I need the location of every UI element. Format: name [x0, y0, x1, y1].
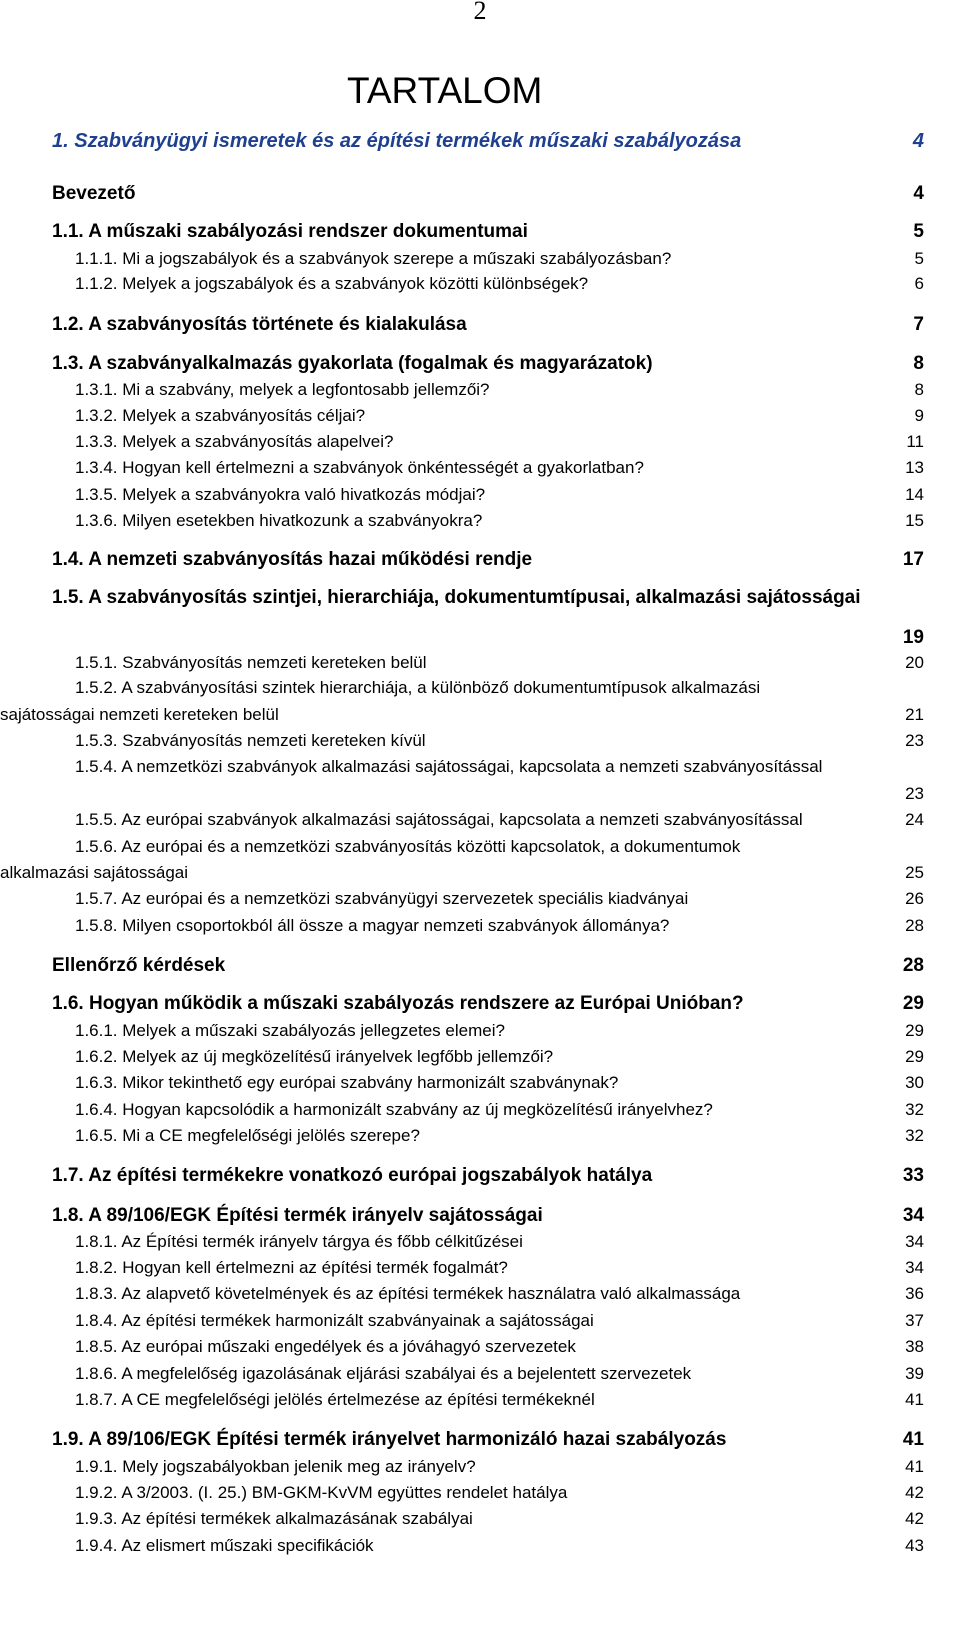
toc-entry-page: 34	[905, 1232, 924, 1251]
toc-entry-title: 1.6.4. Hogyan kapcsolódik a harmonizált szabvány az új megközelítésű irányelvhez?	[75, 1100, 713, 1119]
toc-entry-page: 29	[905, 1021, 924, 1040]
toc-entry-page: 28	[902, 955, 924, 976]
toc-entry-title: 1.6.2. Melyek az új megközelítésű irányelvek legfőbb jellemzői?	[75, 1047, 554, 1066]
toc-entry-title: 1.8.4. Az építési termékek harmonizált szabványainak a sajátosságai	[75, 1311, 594, 1330]
toc-entry-page: 23	[905, 784, 924, 803]
toc-entry-page: 14	[905, 485, 924, 504]
toc-entry-title: 1.8. A 89/106/EGK Építési termék irányelv sajátosságai	[52, 1205, 543, 1226]
toc-entry-page: 23	[905, 731, 924, 750]
toc-entry-title: Ellenőrző kérdések	[52, 955, 226, 976]
toc-entry-title: 1.8.2. Hogyan kell értelmezni az építési termék fogalmát?	[75, 1258, 508, 1277]
toc-entry-title: 1.8.5. Az európai műszaki engedélyek és a jóváhagyó szervezetek	[75, 1337, 576, 1356]
toc-entry-page: 34	[902, 1205, 924, 1226]
toc-entry-title: Bevezető	[52, 183, 136, 204]
toc-entry-page: 32	[905, 1100, 924, 1119]
toc-entry-page: 42	[905, 1483, 924, 1502]
toc-title: TARTALOM	[347, 70, 543, 111]
toc-entry-title: 1.5.6. Az európai és a nemzetközi szabványosítás közötti kapcsolatok, a dokumentumok	[75, 837, 741, 856]
toc-entry-title: 1.3.6. Milyen esetekben hivatkozunk a szabványokra?	[75, 511, 483, 530]
toc-entry-title: 1.3. A szabványalkalmazás gyakorlata (fogalmak és magyarázatok)	[52, 353, 653, 374]
toc-entry-page: 38	[905, 1337, 924, 1356]
toc-entry-title: 1.6.5. Mi a CE megfelelőségi jelölés szerepe?	[75, 1126, 420, 1145]
toc-entry-title: 1.9.2. A 3/2003. (I. 25.) BM-GKM-KvVM együttes rendelet hatálya	[75, 1483, 568, 1502]
toc-entry-page: 8	[914, 380, 924, 399]
toc-entry-title: 1.5.1. Szabványosítás nemzeti kereteken belül	[75, 653, 427, 672]
toc-entry-title: 1.3.2. Melyek a szabványosítás céljai?	[75, 406, 366, 425]
toc-entry-title: 1.2. A szabványosítás története és kialakulása	[52, 314, 467, 335]
toc-entry-page: 21	[905, 705, 924, 724]
toc-entry-page: 8	[913, 353, 924, 374]
toc-entry-page: 29	[902, 993, 924, 1014]
toc-entry-page: 41	[905, 1390, 924, 1409]
toc-entry-title: 1.1. A műszaki szabályozási rendszer dokumentumai	[52, 221, 528, 242]
toc-entry-page: 41	[905, 1457, 924, 1476]
toc-entry-title: 1. Szabványügyi ismeretek és az építési termékek műszaki szabályozása	[52, 130, 742, 152]
toc-entry-page: 30	[905, 1073, 924, 1092]
toc-entry-page: 20	[905, 653, 924, 672]
toc-entry-title: 1.4. A nemzeti szabványosítás hazai működési rendje	[52, 549, 533, 570]
toc-entry-title: 1.9.3. Az építési termékek alkalmazásának szabályai	[75, 1509, 473, 1528]
toc-entry-title: 1.5.7. Az európai és a nemzetközi szabványügyi szervezetek speciális kiadványai	[75, 889, 689, 908]
toc-entry-title: 1.6.1. Melyek a műszaki szabályozás jellegzetes elemei?	[75, 1021, 505, 1040]
toc-entry-page: 32	[905, 1126, 924, 1145]
toc-entry-title: 1.1.2. Melyek a jogszabályok és a szabványok közötti különbségek?	[75, 274, 589, 293]
toc-entry-page: 11	[906, 432, 924, 451]
toc-entry-title: 1.9.1. Mely jogszabályokban jelenik meg az irányelv?	[75, 1457, 476, 1476]
toc-entry-page: 5	[913, 221, 924, 242]
toc-entry-title: sajátosságai nemzeti kereteken belül	[0, 705, 279, 724]
toc-entry-page: 28	[905, 916, 924, 935]
toc-entry-page: 7	[913, 314, 924, 335]
toc-entry-title: 1.6.3. Mikor tekinthető egy európai szabvány harmonizált szabványnak?	[75, 1073, 619, 1092]
toc-entry-title: alkalmazási sajátosságai	[0, 863, 189, 882]
toc-entry-title: 1.8.1. Az Építési termék irányelv tárgya és főbb célkitűzései	[75, 1232, 523, 1251]
toc-entry-title: 1.5. A szabványosítás szintjei, hierarchiája, dokumentumtípusai, alkalmazási sajátosságai	[52, 587, 861, 608]
toc-entry-title: 1.9. A 89/106/EGK Építési termék irányelvet harmonizáló hazai szabályozás	[52, 1429, 727, 1450]
toc-entry-title: 1.5.8. Milyen csoportokból áll össze a magyar nemzeti szabványok állománya?	[75, 916, 670, 935]
toc-entry-title: 1.5.3. Szabványosítás nemzeti kereteken kívül	[75, 731, 426, 750]
toc-entry-page: 39	[905, 1364, 924, 1383]
toc-entry-page: 37	[905, 1311, 924, 1330]
toc-entry-page: 6	[914, 274, 924, 293]
toc-entry-title: 1.8.6. A megfelelőség igazolásának eljárási szabályai és a bejelentett szervezetek	[75, 1364, 692, 1383]
toc-entry-title: 1.9.4. Az elismert műszaki specifikációk	[75, 1536, 374, 1555]
toc-entry-title: 1.3.3. Melyek a szabványosítás alapelvei?	[75, 432, 394, 451]
toc-entry-title: 1.1.1. Mi a jogszabályok és a szabványok szerepe a műszaki szabályozásban?	[75, 249, 672, 268]
toc-entry-title: 1.3.4. Hogyan kell értelmezni a szabványok önkéntességét a gyakorlatban?	[75, 458, 644, 477]
toc-entry-page: 42	[905, 1509, 924, 1528]
toc-entry-page: 9	[914, 406, 924, 425]
toc-entry-page: 36	[905, 1284, 924, 1303]
toc-entry-page: 4	[912, 130, 924, 152]
toc-entry-page: 4	[913, 183, 924, 204]
toc-entry-title: 1.6. Hogyan működik a műszaki szabályozás rendszere az Európai Unióban?	[52, 993, 744, 1014]
toc-entry-title: 1.5.2. A szabványosítási szintek hierarchiája, a különböző dokumentumtípusok alkalmazási	[75, 678, 761, 697]
toc-entry-page: 5	[914, 249, 924, 268]
toc-entry-page: 26	[905, 889, 924, 908]
toc-entry-title: 1.3.1. Mi a szabvány, melyek a legfontosabb jellemzői?	[75, 380, 490, 399]
toc-entry-page: 24	[905, 810, 924, 829]
toc-entry-title: 1.5.5. Az európai szabványok alkalmazási sajátosságai, kapcsolata a nemzeti szabványosítással	[75, 810, 803, 829]
toc-entry-page: 13	[905, 458, 924, 477]
toc-entry-page: 19	[902, 627, 924, 648]
toc-entry-title: 1.3.5. Melyek a szabványokra való hivatkozás módjai?	[75, 485, 486, 504]
toc-entry-page: 43	[905, 1536, 924, 1555]
toc-entry-page: 34	[905, 1258, 924, 1277]
page-number: 2	[473, 0, 487, 25]
toc-entry-title: 1.8.3. Az alapvető követelmények és az építési termékek használatra való alkalmassága	[75, 1284, 741, 1303]
toc-entry-page: 29	[905, 1047, 924, 1066]
toc-entry-page: 41	[902, 1429, 924, 1450]
toc-entry-title: 1.8.7. A CE megfelelőségi jelölés értelmezése az építési termékeknél	[75, 1390, 595, 1409]
toc-entry-title: 1.7. Az építési termékekre vonatkozó európai jogszabályok hatálya	[52, 1165, 653, 1186]
toc-entry-page: 25	[905, 863, 924, 882]
toc-entry-page: 17	[902, 549, 924, 570]
toc-entry-page: 33	[902, 1165, 924, 1186]
toc-entry-page: 15	[905, 511, 924, 530]
toc-entry-title: 1.5.4. A nemzetközi szabványok alkalmazási sajátosságai, kapcsolata a nemzeti szabványosítással	[75, 757, 823, 776]
